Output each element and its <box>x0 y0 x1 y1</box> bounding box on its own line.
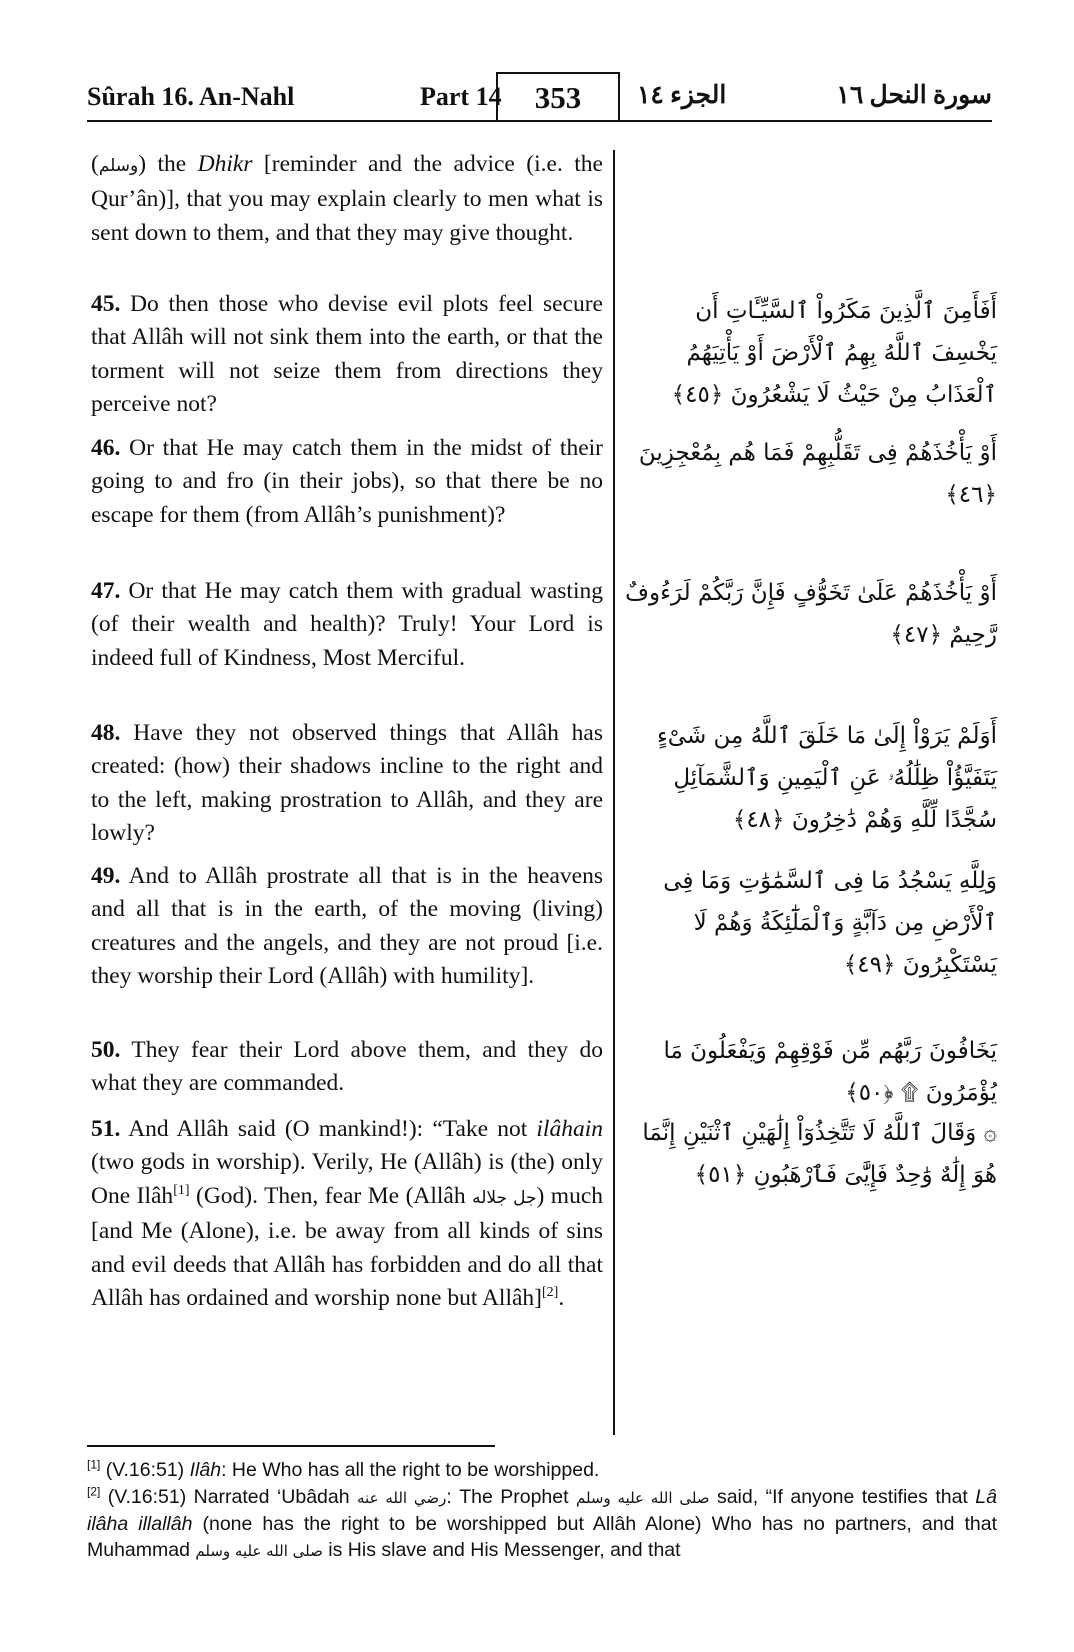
verse-number: 47. <box>91 578 121 604</box>
arabic-honorific: صلى الله عليه وسلم <box>195 1542 323 1560</box>
verse-number: 46. <box>91 435 121 461</box>
footnote-ref-2: [2] <box>541 1285 559 1301</box>
translation-verse-45: 45. Do then those who devise evil plots feel secure that Allâh will not sink them into the earth, or that the torment will not seize them from directions they perceive not? <box>91 291 603 418</box>
verse-number: 45. <box>91 291 121 317</box>
arabic-part-label: الجزء ١٤ <box>637 82 727 109</box>
arabic-honorific: جل جلاله <box>472 1187 537 1208</box>
translation-verse-50: 50. They fear their Lord above them, and they do what they are commanded. <box>91 1037 603 1097</box>
arabic-verse-45: أَفَأَمِنَ ٱلَّذِينَ مَكَرُواْ ٱلسَّيِّـَٔاتِ أَن يَخْسِفَ ٱللَّهُ بِهِمُ ٱلْأَرْضَ أَوْ يَأْتِيَهُمُ ٱلْعَذَابُ مِنْ حَيْثُ لَا يَشْعُرُونَ ﴿٤٥﴾ <box>671 298 997 408</box>
footnote-1: [1] (V.16:51) Ilâh: He Who has all the right to be worshipped. <box>87 1457 600 1481</box>
translation-verse-46: 46. Or that He may catch them in the midst of their going to and fro (in their jobs), so that there be no escape for them (from Allâh’s punishment)? <box>91 435 603 528</box>
translation-verse-51: 51. And Allâh said (O mankind!): “Take not ilâhain (two gods in worship). Verily, He (Allâh) is (the) only One Ilâh[1] (God). Then, fear Me (Allâh جل جلاله) much [and Me (Alone), i.e. be away from all kinds of sins and evil deeds that Allâh has forbidden and do all that Allâh has ordained and worship none but Allâh][2]. <box>91 1116 604 1312</box>
arabic-verse-50: يَخَافُونَ رَبَّهُم مِّن فَوْقِهِمْ وَيَفْعَلُونَ مَا يُؤْمَرُونَ ۩ ﴿٥٠﴾ <box>663 1038 997 1106</box>
arabic-verse-46: أَوْ يَأْخُذَهُمْ فِى تَقَلُّبِهِمْ فَمَا هُم بِمُعْجِزِينَ ﴿٤٦﴾ <box>638 440 997 508</box>
translation-verse-47: 47. Or that He may catch them with gradual wasting (of their wealth and health)? Truly! Your Lord is indeed full of Kindness, Most Merciful. <box>91 578 603 671</box>
arabic-honorific: صلى الله عليه وسلم <box>575 1489 710 1507</box>
arabic-honorific: وسلم <box>98 156 139 176</box>
page-number: 353 <box>496 72 620 120</box>
surah-title: Sûrah 16. An-Nahl <box>87 82 295 111</box>
page-header <box>87 76 992 124</box>
arabic-verse-48: أَوَلَمْ يَرَوْاْ إِلَىٰ مَا خَلَقَ ٱللَّهُ مِن شَىْءٍ يَتَفَيَّؤُاْ ظِلَٰلُهُۥ عَنِ ٱلْيَمِينِ وَٱلشَّمَآئِلِ سُجَّدًا لِّلَّهِ وَهُمْ دَٰخِرُونَ ﴿٤٨﴾ <box>656 723 997 833</box>
arabic-verse-47: أَوْ يَأْخُذَهُمْ عَلَىٰ تَخَوُّفٍ فَإِنَّ رَبَّكُمْ لَرَءُوفٌ رَّحِيمٌ ﴿٤٧﴾ <box>625 580 997 648</box>
translation-verse-48: 48. Have they not observed things that Allâh has created: (how) their shadows incline to the right and to the left, making prostration to Allâh, and they are lowly? <box>91 720 603 847</box>
footnote-2: [2] (V.16:51) Narrated ‘Ubâdah رضي الله عنه: The Prophet صلى الله عليه وسلم said, “If anyone testifies that Lâ ilâha illallâh (none has the right to be worshipped but Allâh Alone) Who has no partners, and that Muhammad صلى الله عليه وسلم is His slave and His Messenger, and that <box>87 1484 997 1561</box>
footnote-mark: [1] <box>87 1457 101 1472</box>
column-divider <box>613 150 615 1435</box>
verse-number: 51. <box>91 1116 121 1142</box>
header-rule <box>87 120 992 122</box>
arabic-verse-51: ۞ وَقَالَ ٱللَّهُ لَا تَتَّخِذُوٓاْ إِلَٰهَيْنِ ٱثْنَيْنِ إِنَّمَا هُوَ إِلَٰهٌ وَٰحِدٌ فَإِيَّٰىَ فَٱرْهَبُونِ ﴿٥١﴾ <box>642 1120 997 1188</box>
verse-number: 50. <box>91 1037 121 1063</box>
footnote-rule <box>87 1445 495 1447</box>
arabic-honorific: رضي الله عنه <box>357 1489 447 1507</box>
verse-number: 49. <box>91 863 121 889</box>
translation-verse-49: 49. And to Allâh prostrate all that is in the heavens and all that is in the earth, of the moving (living) creatures and the angels, and they are not proud [i.e. they worship their Lord (Allâh) with humility]. <box>91 863 603 990</box>
arabic-verse-49: وَلِلَّهِ يَسْجُدُ مَا فِى ٱلسَّمَٰوَٰتِ وَمَا فِى ٱلْأَرْضِ مِن دَآبَّةٍ وَٱلْمَلَٰٓئِكَةُ وَهُمْ لَا يَسْتَكْبِرُونَ ﴿٤٩﴾ <box>663 868 997 978</box>
part-label: Part 14 <box>420 82 502 111</box>
footnote-mark: [2] <box>87 1484 101 1499</box>
footnote-ref-1: [1] <box>173 1182 190 1198</box>
verse-number: 48. <box>91 720 121 746</box>
translation-continued: (وسلم) the Dhikr [reminder and the advice (i.e. the Qur’ân)], that you may explain clearly to men what is sent down to them, and that they may give thought. <box>91 151 603 246</box>
arabic-surah-title: سورة النحل ١٦ <box>836 82 992 109</box>
